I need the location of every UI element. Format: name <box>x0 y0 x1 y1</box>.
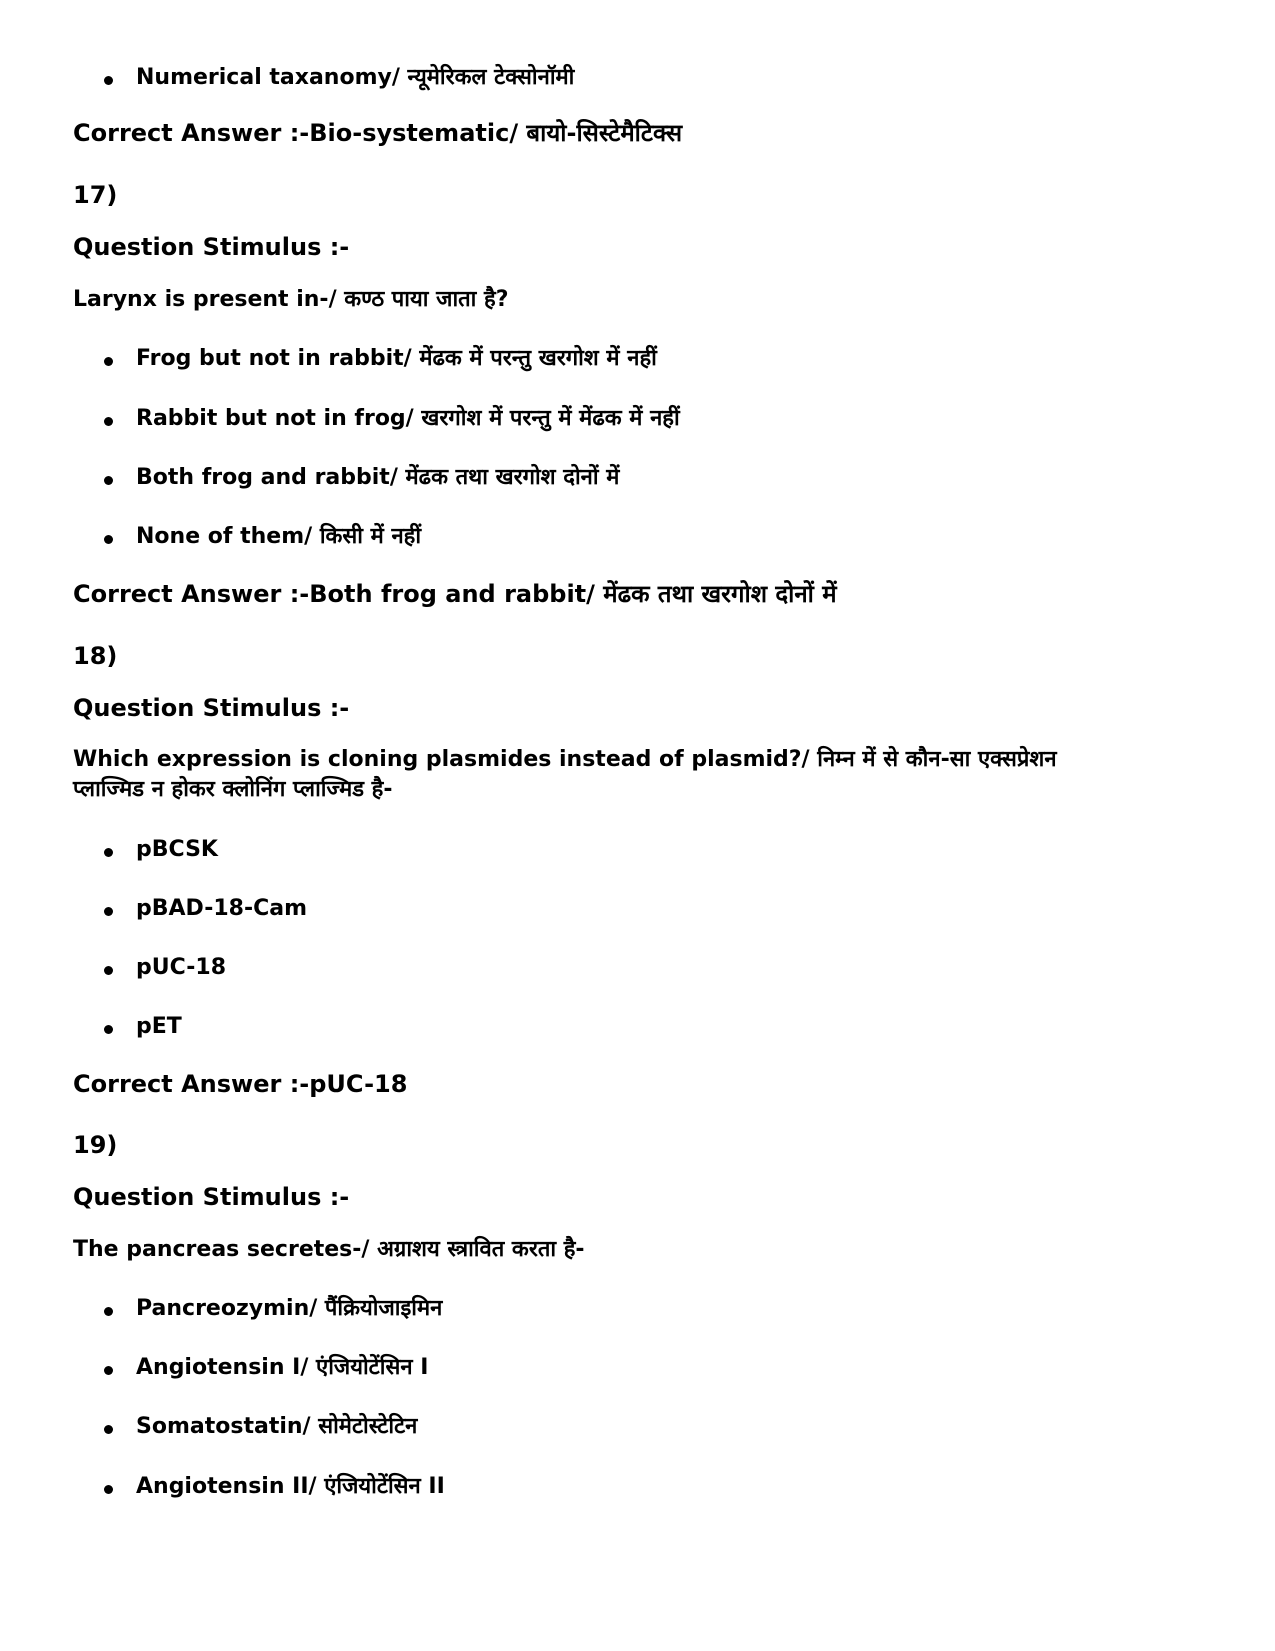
bullet-icon <box>104 1425 113 1434</box>
question-stimulus-label: Question Stimulus :- <box>73 233 350 261</box>
bullet-icon <box>104 1025 113 1034</box>
option-label: Somatostatin/ सोमेटोस्टेटिन <box>136 1414 418 1439</box>
correct-answer: Correct Answer :-Bio-systematic/ बायो-सिस्टेमैटिक्स <box>73 119 683 147</box>
question-stimulus-label: Question Stimulus :- <box>73 694 350 722</box>
correct-answer: Correct Answer :-Both frog and rabbit/ मेंढक तथा खरगोश दोनों में <box>73 580 837 608</box>
question-text-continued: प्लाज्मिड न होकर क्लोनिंग प्लाज्मिड है- <box>73 777 393 802</box>
question-number: 17) <box>73 181 118 209</box>
question-text: The pancreas secretes-/ अग्राशय स्त्रावित करता है- <box>73 1237 585 1262</box>
question-text: Which expression is cloning plasmides instead of plasmid?/ निम्न में से कौन-सा एक्सप्रेशन <box>73 747 1057 772</box>
question-stimulus-label: Question Stimulus :- <box>73 1183 350 1211</box>
correct-answer: Correct Answer :-pUC-18 <box>73 1070 408 1098</box>
bullet-icon <box>104 907 113 916</box>
bullet-icon <box>104 535 113 544</box>
option-label: Pancreozymin/ पैंक्रियोजाइमिन <box>136 1296 443 1321</box>
option-label: Rabbit but not in frog/ खरगोश में परन्तु में मेंढक में नहीं <box>136 406 680 431</box>
option-label: Numerical taxanomy/ न्यूमेरिकल टेक्सोनॉमी <box>136 65 575 90</box>
question-number: 19) <box>73 1131 118 1159</box>
bullet-icon <box>104 848 113 857</box>
bullet-icon <box>104 476 113 485</box>
bullet-icon <box>104 357 113 366</box>
option-label: None of them/ किसी में नहीं <box>136 524 422 549</box>
option-label: Angiotensin I/ एंजियोटेंसिन I <box>136 1355 429 1380</box>
bullet-icon <box>104 966 113 975</box>
bullet-icon <box>104 417 113 426</box>
option-label: pET <box>136 1014 182 1039</box>
bullet-icon <box>104 1307 113 1316</box>
option-label: pUC-18 <box>136 955 227 980</box>
question-text: Larynx is present in-/ कण्ठ पाया जाता है? <box>73 287 509 312</box>
option-label: pBCSK <box>136 837 218 862</box>
question-number: 18) <box>73 642 118 670</box>
option-label: Angiotensin II/ एंजियोटेंसिन II <box>136 1474 445 1499</box>
option-label: pBAD-18-Cam <box>136 896 308 921</box>
bullet-icon <box>104 76 113 85</box>
bullet-icon <box>104 1366 113 1375</box>
option-label: Both frog and rabbit/ मेंढक तथा खरगोश दोनों में <box>136 465 620 490</box>
bullet-icon <box>104 1485 113 1494</box>
option-label: Frog but not in rabbit/ मेंढक में परन्तु खरगोश में नहीं <box>136 346 657 371</box>
